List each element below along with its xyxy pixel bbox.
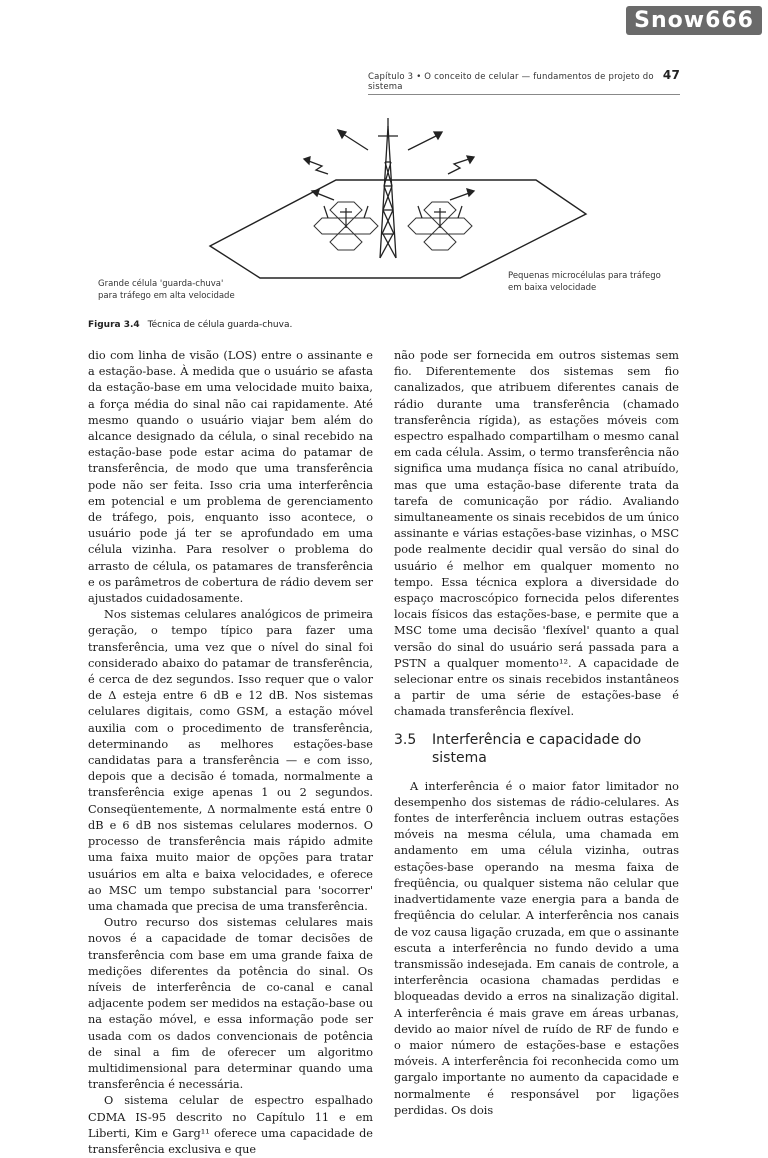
section-number: 3.5 — [394, 731, 417, 748]
base-station-tower — [378, 118, 398, 258]
microcell — [408, 218, 440, 234]
microcell — [440, 218, 472, 234]
section-title: Interferência e capacidade do sistema — [432, 731, 642, 766]
left-column — [88, 348, 373, 1158]
paragraph: A interferência é o maior fator limitador no desempenho dos sistemas de rádio-celulares. As fontes de interferência incluem outras estações móveis na mesma célula, uma chamada em andamento em uma célula vizinha, outras estações-base operando na mesma faixa de freqüência, ou qualquer sistema não celular que inadvertidamente vaze energia para a banda de freqüência do celular. A interferência nos canais de voz causa ligação cruzada, em que o assinante escuta a interferência no fundo devido a uma transmissão indesejada. Em canais de controle, a interferência ocasiona chamadas perdidas e bloqueadas devido a erros na sinalização digital. A interferência é mais grave em áreas urbanas, devido ao maior nível de ruído de RF de fundo e o maior número de estações-base e estações móveis. A interferência foi reconhecida como um gargalo importante no aumento da capacidade e normalmente é responsável por ligações perdidas. Os dois — [394, 779, 679, 1117]
paragraph: Nos sistemas celulares analógicos de primeira geração, o tempo típico para fazer uma transferência, uma vez que o nível do sinal foi considerado abaixo do patamar de transferência, é cerca de dez segundos. Isso requer que o valor de Δ esteja entre 6 dB e 12 dB. Nos sistemas celulares digitais, como GSM, a estação móvel auxilia com o procedimento de transferência, determinando as melhores estações-base candidatas para a transferência — e com isso, depois que a decisão é tomada, normalmente a transferência exige apenas 1 ou 2 segundos. Conseqüentemente, Δ normalmente está entre 0 dB e 6 dB nos sistemas celulares modernos. O processo de transferência mais rápido admite uma faixa muito maior de opções para tratar usuários em alta e baixa velocidades, e oferece ao MSC um tempo substancial para 'socorrer' uma chamada que precisa de uma transferência. — [88, 608, 373, 913]
paragraph: O sistema celular de espectro espalhado CDMA IS-95 descrito no Capítulo 11 e em Liberti, Kim e Garg¹¹ oferece uma capacidade de transferência exclusiva e que — [88, 1094, 373, 1156]
paragraph: Outro recurso dos sistemas celulares mais novos é a capacidade de tomar decisões de transferência com base em uma grande faixa de medições diferentes da potência do sinal. Os níveis de interferência de co-canal e canal adjacente podem ser medidos na estação-base ou na estação móvel, e essa informação pode ser usada com os dados convencionais de potência de sinal a fim de oferecer um algoritmo multidimensional para determinar quando uma transferência é necessária. — [88, 916, 373, 1092]
page-number: 47 — [662, 68, 680, 82]
microcell — [314, 218, 346, 234]
umbrella-cell-label: Grande célula 'guarda-chuva' para tráfego em alta velocidade — [98, 279, 235, 301]
right-column — [394, 348, 679, 1119]
running-header — [368, 68, 680, 95]
watermark-logo: Snow666 — [626, 6, 762, 35]
running-title: Capítulo 3 • O conceito de celular — fundamentos de projeto do sistema — [368, 72, 654, 92]
microcell — [346, 218, 378, 234]
umbrella-cell-outline — [210, 180, 586, 278]
paragraph: não pode ser fornecida em outros sistemas sem fio. Diferentemente dos sistemas sem fio canalizados, que atribuem diferentes canais de rádio durante uma transferência (chamado transferência rígida), as estações móveis com espectro espalhado compartilham o mesmo canal em cada célula. Assim, o termo transferência não significa uma mudança física no canal atribuído, mas que uma estação-base diferente trata da tarefa de comunicação por rádio. Avaliando simultaneamente os sinais recebidos de um único assinante e várias estações-base vizinhas, o MSC pode realmente decidir qual versão do sinal do usuário é melhor em qualquer momento no tempo. Essa técnica explora a diversidade do espaço macroscópico fornecida pelos diferentes locais físicos das estações-base, e permite que a MSC tome uma decisão 'flexível' quanto a qual versão do sinal do usuário será passada para a PSTN a qualquer momento¹². A capacidade de selecionar entre os sinais recebidos instantâneos a partir de uma série de estações-base é chamada transferência flexível. — [394, 349, 679, 719]
figure-umbrella-cell — [88, 108, 688, 328]
figure-caption — [88, 320, 292, 330]
figure-caption-label: Figura 3.4 — [88, 320, 140, 330]
figure-caption-text: Técnica de célula guarda-chuva. — [147, 320, 293, 330]
microcell — [424, 234, 456, 250]
microcell-label: Pequenas microcélulas para tráfego em baixa velocidade — [508, 271, 661, 293]
microcell — [330, 234, 362, 250]
section-heading — [394, 731, 679, 767]
paragraph: dio com linha de visão (LOS) entre o assinante e a estação-base. À medida que o usuário se afasta da estação-base em uma velocidade muito baixa, a força média do sinal não cai rapidamente. Até mesmo quando o usuário viajar bem além do alcance designado da célula, o sinal recebido na estação-base pode estar acima do patamar de transferência, de modo que uma transferência pode não ser feita. Isso cria uma interferência em potencial e um problema de gerenciamento de tráfego, pois, enquanto isso acontece, o usuário pode já ter se aprofundado em uma célula vizinha. Para resolver o problema do arrasto de célula, os patamares de transferência e os parâmetros de cobertura de rádio devem ser ajustados cuidadosamente. — [88, 349, 373, 606]
